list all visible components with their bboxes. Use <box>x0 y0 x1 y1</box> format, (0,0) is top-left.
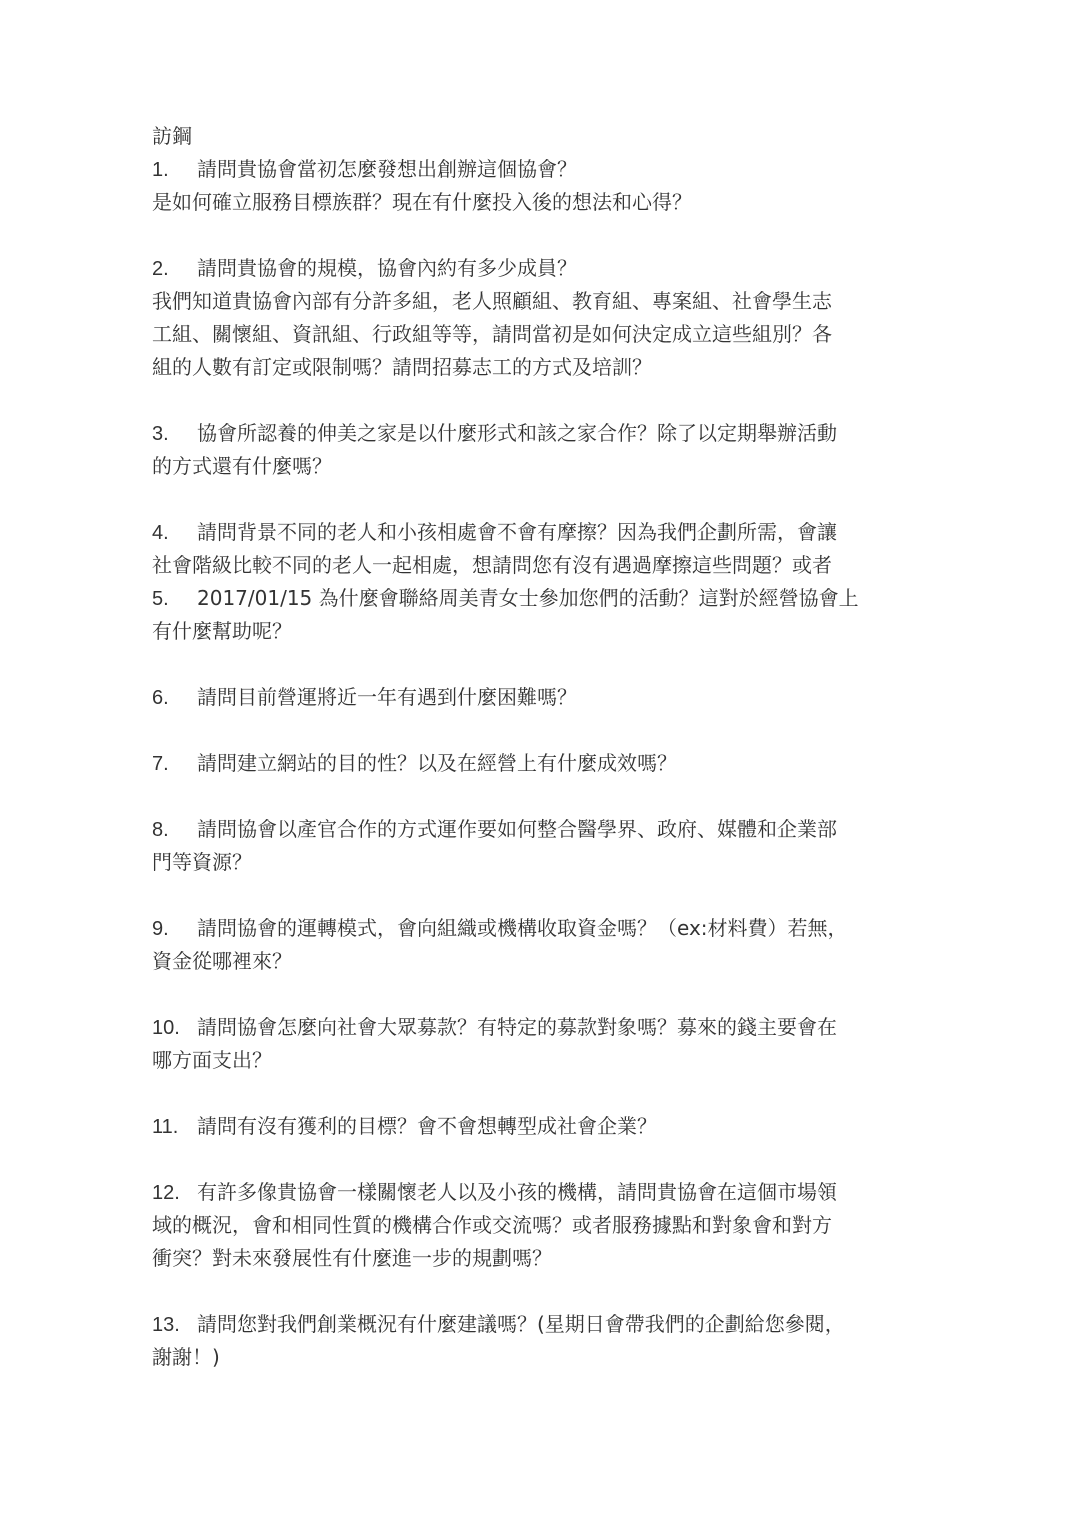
question-text: 域的概況，會和相同性質的機構合作或交流嗎？或者服務據點和對象會和對方 <box>152 1213 832 1237</box>
question-text: 的方式還有什麼嗎？ <box>152 454 332 478</box>
question-number: 8. <box>152 819 169 841</box>
question-text: 2017/01/15 為什麼會聯絡周美青女士參加您們的活動？這對於經營協會上 <box>197 586 859 610</box>
question-text: 協會所認養的伸美之家是以什麼形式和該之家合作？除了以定期舉辦活動 <box>197 421 837 445</box>
question-text: 請問背景不同的老人和小孩相處會不會有摩擦？因為我們企劃所需，會讓 <box>197 520 837 544</box>
question-number: 6. <box>152 687 169 709</box>
question-text: 衝突？對未來發展性有什麼進一步的規劃嗎？ <box>152 1246 552 1270</box>
question-6 <box>152 681 922 714</box>
question-text: 請問貴協會當初怎麼發想出創辦這個協會？ <box>197 157 577 181</box>
question-text: 請問貴協會的規模，協會內約有多少成員？ <box>197 256 577 280</box>
question-text: 資金從哪裡來？ <box>152 949 292 973</box>
question-text: 我們知道貴協會內部有分許多組，老人照顧組、教育組、專案組、社會學生志 <box>152 289 832 313</box>
question-text: 工組、關懷組、資訊組、行政組等等，請問當初是如何決定成立這些組別？各 <box>152 322 832 346</box>
question-text: 組的人數有訂定或限制嗎？請問招募志工的方式及培訓？ <box>152 355 652 379</box>
document-page <box>152 120 922 1374</box>
question-1 <box>152 153 922 219</box>
question-3 <box>152 417 922 483</box>
question-11 <box>152 1110 922 1143</box>
question-number: 11. <box>152 1116 179 1138</box>
question-2 <box>152 252 922 384</box>
question-text: 哪方面支出？ <box>152 1048 272 1072</box>
question-13 <box>152 1308 922 1374</box>
question-text: 社會階級比較不同的老人一起相處，想請問您有沒有遇過摩擦這些問題？或者 <box>152 553 832 577</box>
question-text: 謝謝！) <box>152 1345 220 1369</box>
question-10 <box>152 1011 922 1077</box>
question-number: 1. <box>152 159 169 181</box>
question-4 <box>152 516 922 582</box>
question-number: 7. <box>152 753 169 775</box>
question-text: 有什麼幫助呢？ <box>152 619 292 643</box>
question-number: 12. <box>152 1182 180 1204</box>
question-number: 5. <box>152 588 169 610</box>
question-text: 有許多像貴協會一樣關懷老人以及小孩的機構，請問貴協會在這個市場領 <box>197 1180 837 1204</box>
question-number: 10. <box>152 1017 180 1039</box>
question-number: 4. <box>152 522 169 544</box>
question-text: 請問協會以產官合作的方式運作要如何整合醫學界、政府、媒體和企業部 <box>197 817 837 841</box>
question-number: 3. <box>152 423 169 445</box>
question-5 <box>152 582 922 648</box>
question-number: 13. <box>152 1314 180 1336</box>
question-text: 請問有沒有獲利的目標？會不會想轉型成社會企業？ <box>197 1114 657 1138</box>
question-text: 請問協會怎麼向社會大眾募款？有特定的募款對象嗎？募來的錢主要會在 <box>197 1015 837 1039</box>
question-text: 門等資源？ <box>152 850 252 874</box>
question-text: 請問您對我們創業概況有什麼建議嗎？(星期日會帶我們的企劃給您參閱， <box>197 1312 845 1336</box>
question-9 <box>152 912 922 978</box>
question-8 <box>152 813 922 879</box>
question-number: 2. <box>152 258 169 280</box>
document-title: 訪鋼 <box>152 124 192 148</box>
question-text: 是如何確立服務目標族群？現在有什麼投入後的想法和心得？ <box>152 190 692 214</box>
question-7 <box>152 747 922 780</box>
question-text: 請問協會的運轉模式，會向組織或機構收取資金嗎？（ex:材料費）若無， <box>197 916 848 940</box>
question-12 <box>152 1176 922 1275</box>
question-text: 請問目前營運將近一年有遇到什麼困難嗎？ <box>197 685 577 709</box>
question-number: 9. <box>152 918 169 940</box>
question-text: 請問建立網站的目的性？以及在經營上有什麼成效嗎？ <box>197 751 677 775</box>
